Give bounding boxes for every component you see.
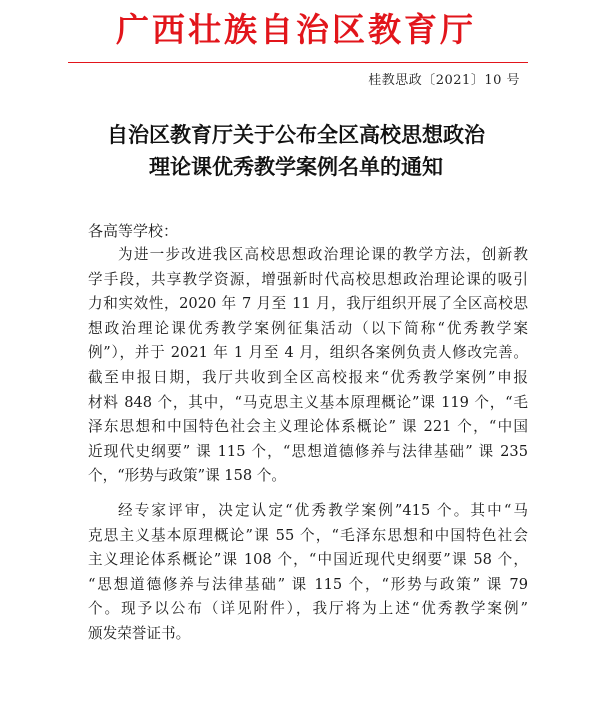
paragraph-line: 个，“形势与政策”课 158 个。 (88, 467, 286, 485)
paragraph-line: 克思主义基本原理概论”课 55 个，“毛泽东思想和中国特色社会 (88, 526, 528, 544)
paragraph-line: 力和实效性，2020 年 7 月至 11 月，我厅组织开展了全区高校思 (88, 295, 528, 313)
paragraph-line: 为进一步改进我区高校思想政治理论课的教学方法，创新教 (118, 246, 528, 263)
paragraph-line: 想政治理论课优秀教学案例征集活动（以下简称“优秀教学案 (88, 319, 528, 337)
masthead-title: 广西壮族自治区教育厅 (116, 10, 476, 49)
paragraph-gap (88, 489, 528, 499)
paragraph-1 (88, 243, 528, 489)
salutation: 各高等学校： (88, 222, 179, 240)
notice-title (0, 119, 592, 183)
paragraph-line: 泽东思想和中国特色社会主义理论体系概论” 课 221 个，“中国 (88, 418, 528, 436)
notice-title-line-2: 理论课优秀教学案例名单的通知 (149, 155, 443, 179)
paragraph-line: 主义理论体系概论”课 108 个，“中国近现代史纲要”课 58 个， (88, 551, 528, 569)
paragraph-line: 例”），并于 2021 年 1 月至 4 月，组织各案例负责人修改完善。 (88, 344, 528, 362)
paragraph-line: 学手段，共享教学资源，增强新时代高校思想政治理论课的吸引 (88, 270, 528, 288)
paragraph-line: “思想道德修养与法律基础” 课 115 个，“形势与政策” 课 79 (88, 575, 528, 593)
paragraph-line: 截至申报日期，我厅共收到全区高校报来“优秀教学案例”申报 (88, 368, 528, 386)
paragraph-line: 经专家评审，决定认定“优秀教学案例”415 个。其中“马 (118, 501, 528, 519)
paragraph-2 (88, 499, 528, 647)
masthead-rule (68, 62, 528, 63)
paragraph-line: 材料 848 个，其中，“马克思主义基本原理概论”课 119 个，“毛 (88, 393, 528, 411)
paragraph-line: 近现代史纲要” 课 115 个，“思想道德修养与法律基础” 课 235 (88, 442, 528, 460)
notice-body (88, 243, 528, 647)
document-number: 桂教思政〔2021〕10 号 (368, 73, 520, 88)
notice-title-line-1: 自治区教育厅关于公布全区高校思想政治 (107, 123, 485, 147)
paragraph-line: 颁发荣誉证书。 (88, 624, 191, 642)
paragraph-line: 个。现予以公布（详见附件），我厅将为上述“优秀教学案例” (88, 600, 528, 618)
